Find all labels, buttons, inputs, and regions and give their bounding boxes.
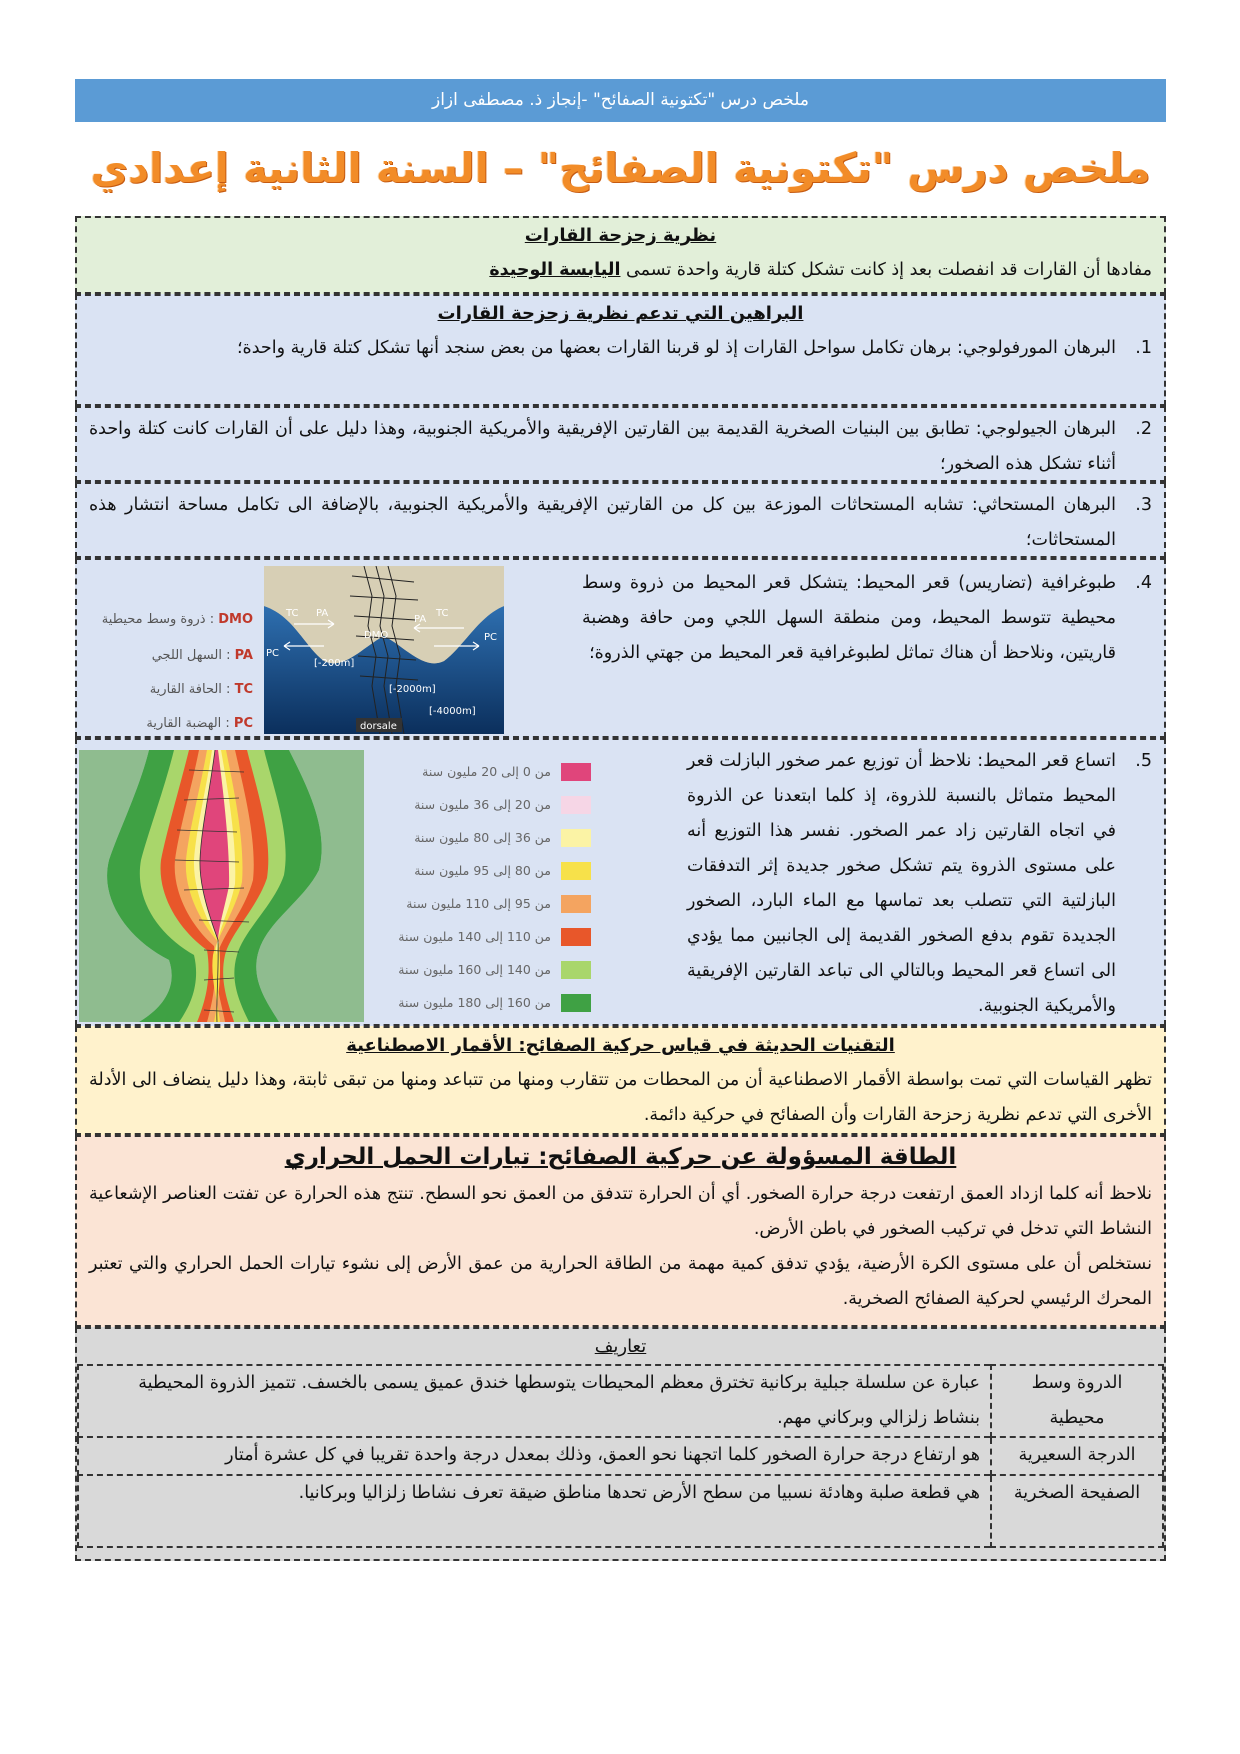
- definition-row-1: [78, 1365, 1163, 1437]
- satellites-section: [75, 1026, 1166, 1135]
- item-text: البرهان المستحاثي: تشابه المستحاثات الموزعة بين كل من القارتين الإفريقية والأمريكية الجنوبية، بالإضافة الى تكامل مساحة انتشار هذه المستحاثات؛: [89, 495, 1116, 550]
- seafloor-age-legend: [371, 754, 591, 1022]
- label-dorsale: dorsale: [360, 721, 397, 732]
- header-text: ملخص درس "تكتونية الصفائح" -إنجاز ذ. مصطفى ازاز: [431, 90, 810, 110]
- age-swatch-1: [561, 763, 591, 781]
- definitions-table: [77, 1364, 1164, 1548]
- definition-text: هي قطعة صلبة وهادئة نسبيا من سطح الأرض تحدها مناطق ضيقة تعرف نشاطا زلزاليا وبركانيا.: [78, 1475, 991, 1547]
- age-swatch-2: [561, 796, 591, 814]
- satellites-title: التقنيات الحديثة في قياس حركية الصفائح: الأقمار الاصطناعية: [346, 1035, 895, 1056]
- item-text: البرهان المورفولوجي: برهان تكامل سواحل القارات إذ لو قربنا القارات بعضها من بعض سنجد أنها تشكل كتلة قارية واحدة؛: [236, 338, 1116, 358]
- item-text: اتساع قعر المحيط: نلاحظ أن توزيع عمر صخور البازلت قعر المحيط متماثل بالنسبة للذروة، إذ كلما ابتعدنا عن الذروة في اتجاه القارتين زاد عمر الصخور. نفسر هذا التوزيع أنه على مستوى الذروة يتم تشكل صخور جديدة إثر التدفقات البازلتية التي تتصلب بعد تماسها مع الماء البارد، الصخور الجديدة تقوم بدفع الصخور القديمة إلى الجانبين مما يؤدي الى اتساع قعر المحيط وبالتالي الى تباعد القارتين الإفريقية والأمريكية الجنوبية.: [687, 751, 1116, 1016]
- evidence-section-4: [75, 558, 1166, 738]
- label-tc-right: TC: [436, 608, 449, 619]
- item-number: 4.: [1135, 573, 1152, 593]
- definition-term: الدروة وسط محيطية: [991, 1365, 1163, 1437]
- page-title: ملخص درس "تكتونية الصفائح" – السنة الثانية إعدادي: [90, 144, 1151, 192]
- age-swatch-3: [561, 829, 591, 847]
- legend-entry-dmo: DMO : ذروة وسط محيطية: [101, 612, 253, 627]
- age-legend-item-6: من 110 إلى 140 مليون سنة: [398, 919, 591, 954]
- definition-term: الصفيحة الصخرية: [991, 1475, 1163, 1547]
- item-number: 3.: [1135, 495, 1152, 515]
- satellites-text: تظهر القياسات التي تمت بواسطة الأقمار الاصطناعية أن من المحطات من تتقارب ومنها من تتباعد ومنها من تبقى ثابتة، وهذا دليل ينضاف الى الأدلة الأخرى التي تدعم نظرية زحزحة القارات وأن الصفائح في حركية دائمة.: [89, 1070, 1152, 1125]
- age-swatch-7: [561, 961, 591, 979]
- evidence-item-5: [675, 740, 1164, 1024]
- definition-text: عبارة عن سلسلة جبلية بركانية تخترق معظم المحيطات يتوسطها خندق عميق يسمى بالخسف. تتميز الذروة المحيطية بنشاط زلزالي وبركاني مهم.: [78, 1365, 991, 1437]
- label-dmo: DMO: [364, 630, 389, 641]
- legend-entry-pa: PA : السهل اللجي: [151, 648, 253, 663]
- energy-paragraph-1: نلاحظ أنه كلما ازداد العمق ارتفعت درجة حرارة الصخور. أي أن الحرارة تتدفق من العمق نحو السطح. تنتج هذه الحرارة عن تفتت العناصر الإشعاعية النشاط التي تدخل في تركيب الصخور في باطن الأرض.: [89, 1184, 1152, 1239]
- item-number: 5.: [1135, 751, 1152, 771]
- label-tc-left: TC: [286, 608, 299, 619]
- evidence-section-5: [75, 738, 1166, 1026]
- evidence-item-3: [77, 484, 1164, 558]
- theory-section: [75, 216, 1166, 294]
- legend-entry-pc: PC : الهضبة القارية: [146, 716, 253, 731]
- item-number: 1.: [1135, 338, 1152, 358]
- seafloor-age-map: [79, 750, 364, 1022]
- label-pc-right: PC: [484, 632, 498, 643]
- energy-paragraph-2: نستخلص أن على مستوى الكرة الأرضية، يؤدي تدفق كمية مهمة من الطاقة الحرارية من عمق الأرض إلى نشوء تيارات الحمل الحراري والتي تعتبر المحرك الرئيسي لحركية الصفائح الصخرية.: [89, 1254, 1152, 1309]
- seafloor-age-figure: [79, 750, 593, 1022]
- label-depth-2000: [-2000m]: [389, 684, 436, 695]
- age-legend-item-8: من 160 إلى 180 مليون سنة: [398, 985, 591, 1020]
- age-swatch-4: [561, 862, 591, 880]
- label-pc-left: PC: [266, 648, 280, 659]
- definition-row-3: [78, 1475, 1163, 1547]
- label-pa-left: PA: [316, 608, 329, 619]
- age-legend-item-3: من 36 إلى 80 مليون سنة: [414, 820, 591, 855]
- ocean-floor-topography-figure: [77, 560, 577, 736]
- label-pa-right: PA: [414, 614, 427, 625]
- label-depth-4000: [-4000m]: [429, 706, 476, 717]
- age-legend-item-1: من 0 إلى 20 مليون سنة: [422, 754, 591, 789]
- age-swatch-8: [561, 994, 591, 1012]
- evidence-title: البراهين التي تدعم نظرية زحزحة القارات: [437, 303, 804, 324]
- age-swatch-6: [561, 928, 591, 946]
- age-legend-item-5: من 95 إلى 110 مليون سنة: [406, 886, 591, 921]
- theory-text-prefix: مفادها أن القارات قد انفصلت بعد إذ كانت تشكل كتلة قارية واحدة تسمى: [626, 260, 1152, 280]
- age-swatch-5: [561, 895, 591, 913]
- legend-entry-tc: TC : الحافة القارية: [149, 682, 253, 697]
- energy-title: الطاقة المسؤولة عن حركية الصفائح: تيارات الحمل الحراري: [284, 1144, 957, 1170]
- theory-text: [77, 253, 1164, 288]
- evidence-item-1: [77, 331, 1164, 366]
- theory-title: نظرية زحزحة القارات: [524, 225, 717, 246]
- age-legend-item-2: من 20 إلى 36 مليون سنة: [414, 787, 591, 822]
- evidence-item-2: [77, 408, 1164, 482]
- label-depth-200: [-200m]: [314, 658, 355, 669]
- ocean-floor-diagram: [264, 566, 504, 734]
- definitions-section: [75, 1327, 1166, 1561]
- item-text: البرهان الجيولوجي: تطابق بين البنيات الصخرية القديمة بين القارتين الإفريقية والأمريكية الجنوبية، وهذا دليل على أن القارات كانت كتلة واحدة أثناء تشكل هذه الصخور؛: [89, 419, 1116, 474]
- definitions-title: تعاريف: [594, 1336, 647, 1357]
- evidence-section-3: [75, 482, 1166, 558]
- age-legend-item-7: من 140 إلى 160 مليون سنة: [398, 952, 591, 987]
- definition-text: هو ارتفاع درجة حرارة الصخور كلما اتجهنا نحو العمق، وذلك بمعدل درجة واحدة تقريبا في كل عشرة أمتار: [78, 1437, 991, 1475]
- item-number: 2.: [1135, 419, 1152, 439]
- definition-row-2: [78, 1437, 1163, 1475]
- age-legend-item-4: من 80 إلى 95 مليون سنة: [414, 853, 591, 888]
- evidence-section-1: [75, 294, 1166, 406]
- theory-key-term: اليابسة الوحيدة: [489, 260, 621, 280]
- evidence-item-4: [582, 560, 1164, 671]
- evidence-section-2: [75, 406, 1166, 482]
- topography-legend: [77, 560, 257, 736]
- definition-term: الدرجة السعيرية: [991, 1437, 1163, 1475]
- item-text: طبوغرافية (تضاريس) قعر المحيط: يتشكل قعر المحيط من ذروة وسط محيطية تتوسط المحيط، ومن منطقة السهل اللجي ومن حافة وهضبة قاريتين، ونلاحظ أن هناك تماثل لطبوغرافية قعر المحيط من جهتي الذروة؛: [582, 573, 1116, 663]
- document-header-bar: [75, 79, 1166, 122]
- energy-section: [75, 1135, 1166, 1327]
